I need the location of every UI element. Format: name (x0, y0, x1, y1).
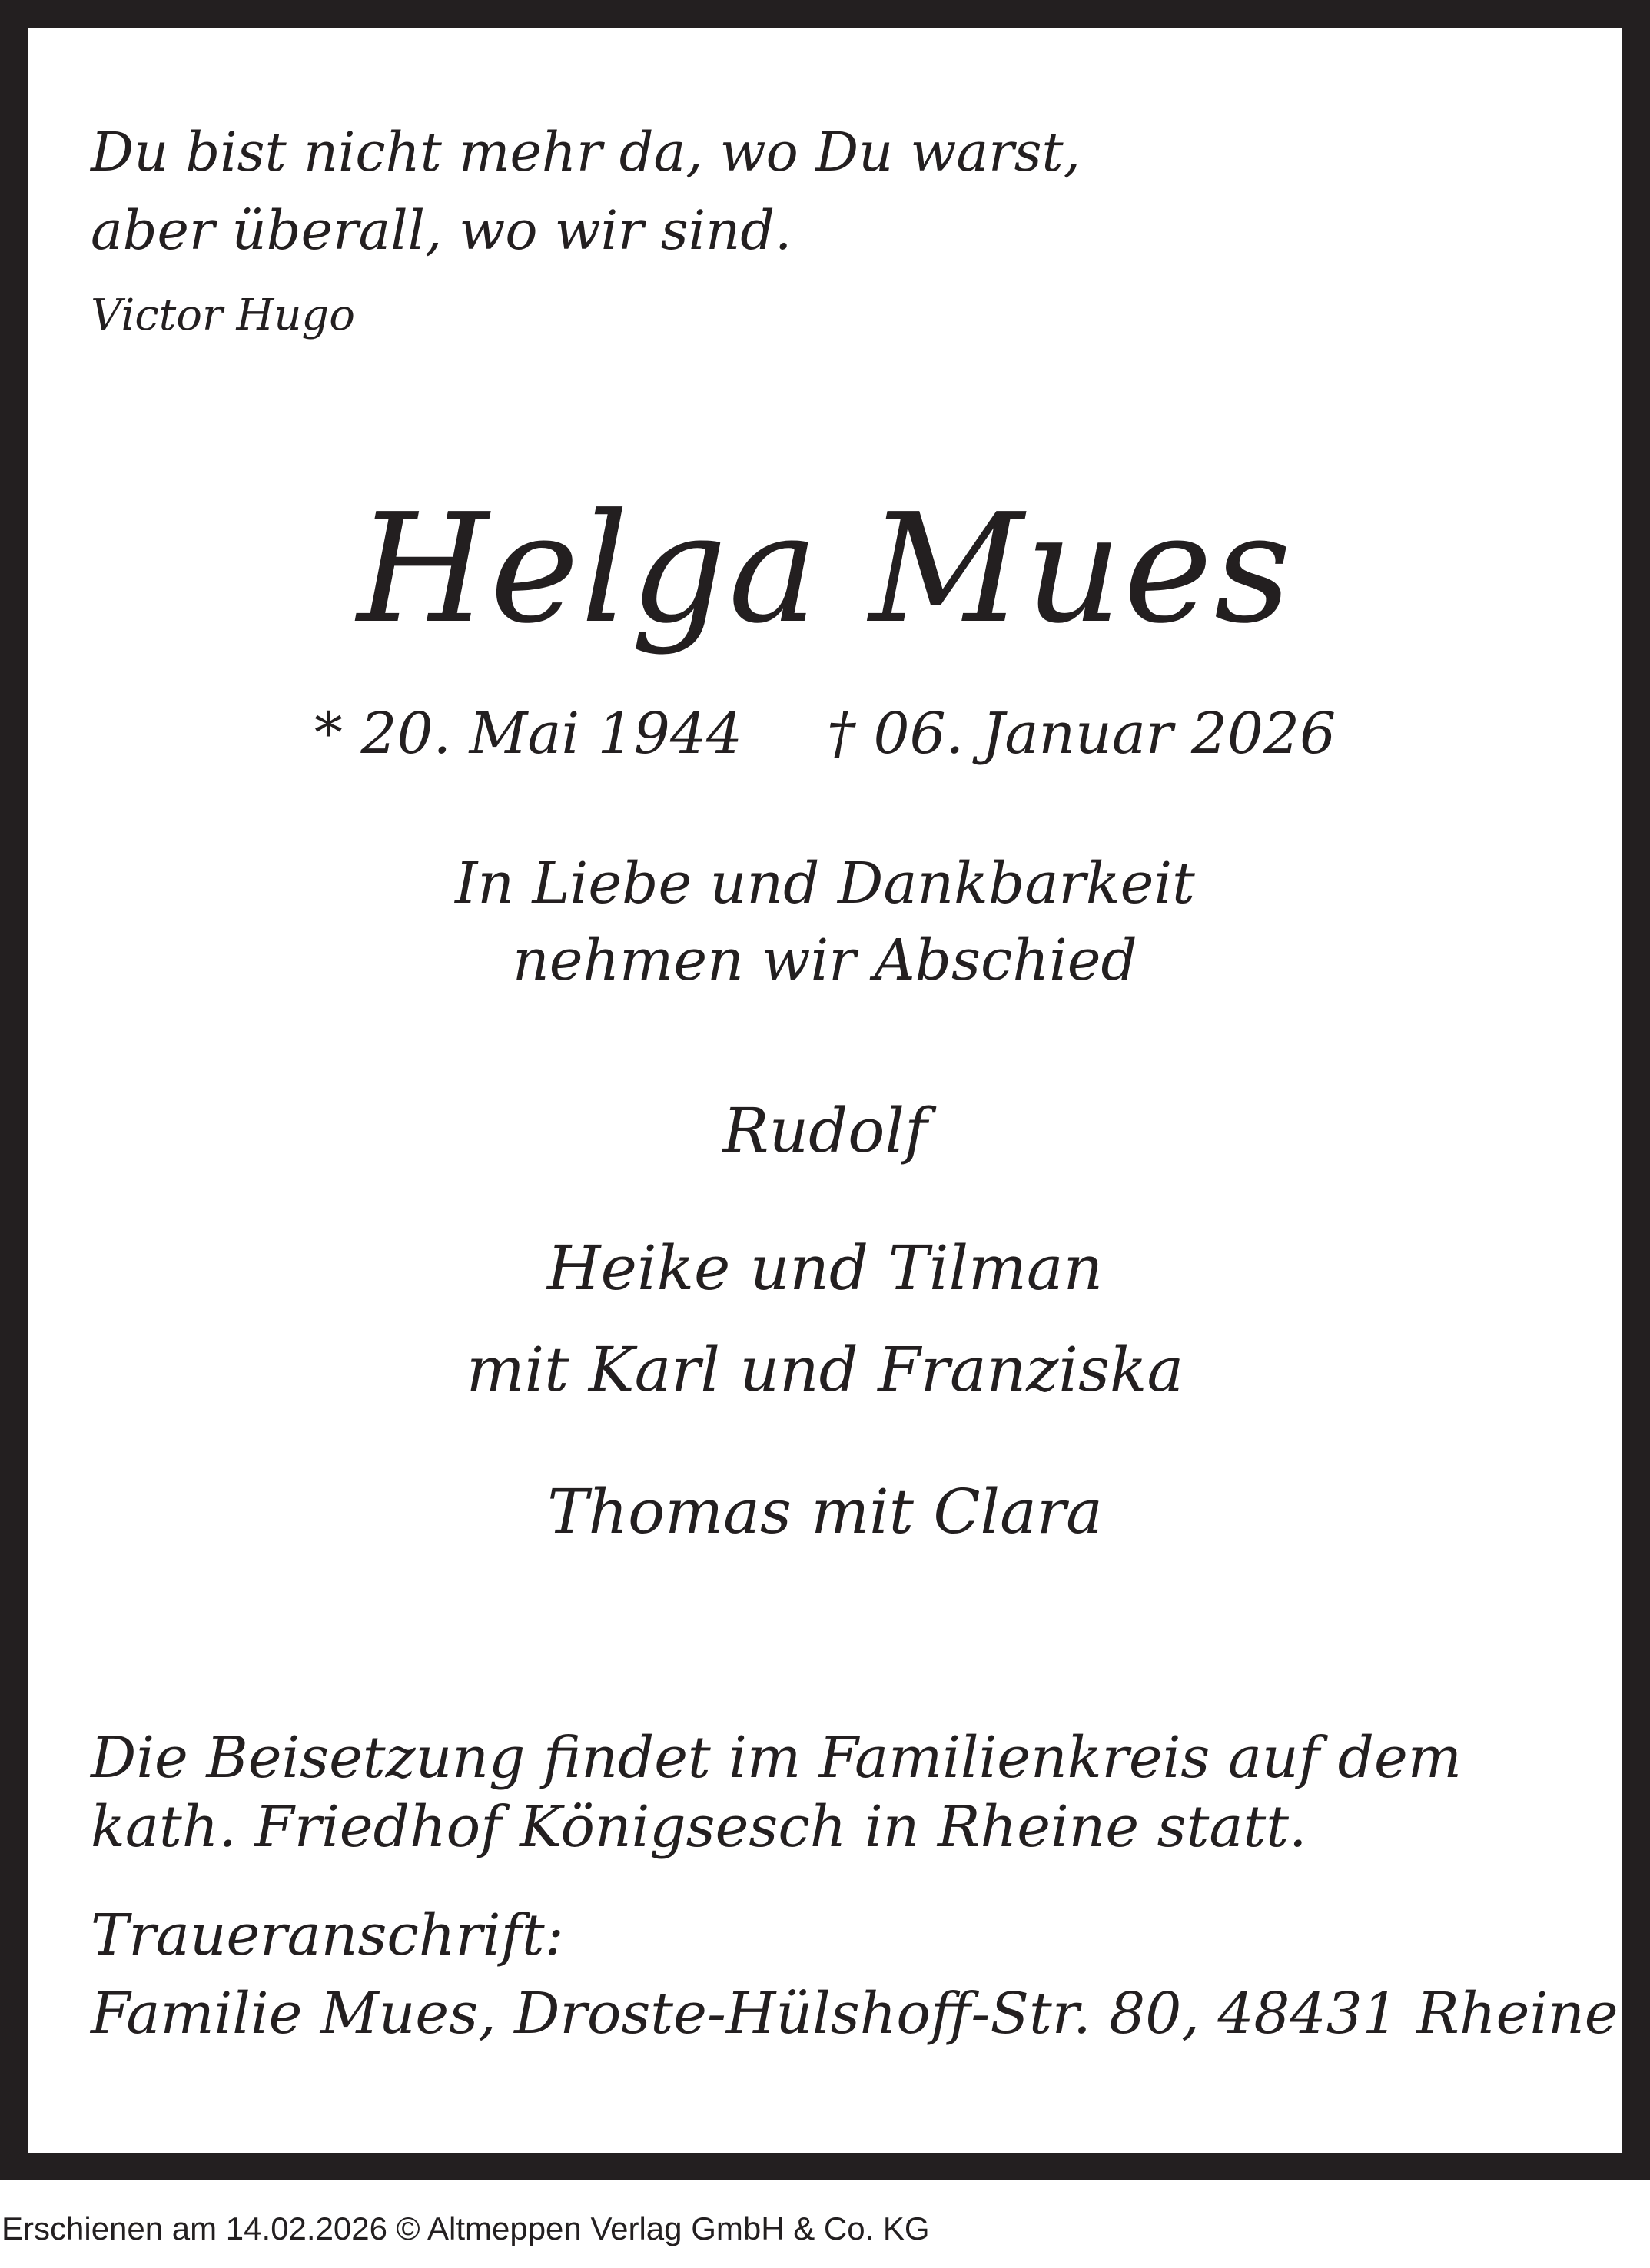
quote-author: Victor Hugo (91, 290, 355, 340)
mourner-line-1: Rudolf (722, 1095, 928, 1166)
burial-line-1: Die Beisetzung findet im Familienkreis auf dem (91, 1725, 1462, 1791)
burial-line-2: kath. Friedhof Königsesch in Rheine statt. (91, 1794, 1307, 1860)
mourner-line-3: mit Karl und Franziska (466, 1334, 1184, 1405)
address-label: Traueranschrift: (91, 1902, 564, 1968)
quote-line-1: Du bist nicht mehr da, wo Du warst, (91, 121, 1081, 184)
death-date: † 06. Januar 2026 (826, 701, 1336, 767)
birth-date: * 20. Mai 1944 (314, 701, 742, 767)
address-value: Familie Mues, Droste-Hülshoff-Str. 80, 48431 Rheine (91, 1981, 1618, 2047)
life-dates (0, 701, 1650, 767)
mourner-line-4: Thomas mit Clara (547, 1476, 1103, 1547)
deceased-name: Helga Mues (357, 482, 1293, 657)
publication-footer: Erschienen am 14.02.2026 © Altmeppen Verlag GmbH & Co. KG (2, 2210, 930, 2246)
quote-line-2: aber überall, wo wir sind. (91, 199, 792, 262)
farewell-line-1: In Liebe und Dankbarkeit (455, 850, 1195, 917)
mourner-line-2: Heike und Tilman (546, 1232, 1104, 1304)
farewell-line-2: nehmen wir Abschied (513, 927, 1137, 993)
